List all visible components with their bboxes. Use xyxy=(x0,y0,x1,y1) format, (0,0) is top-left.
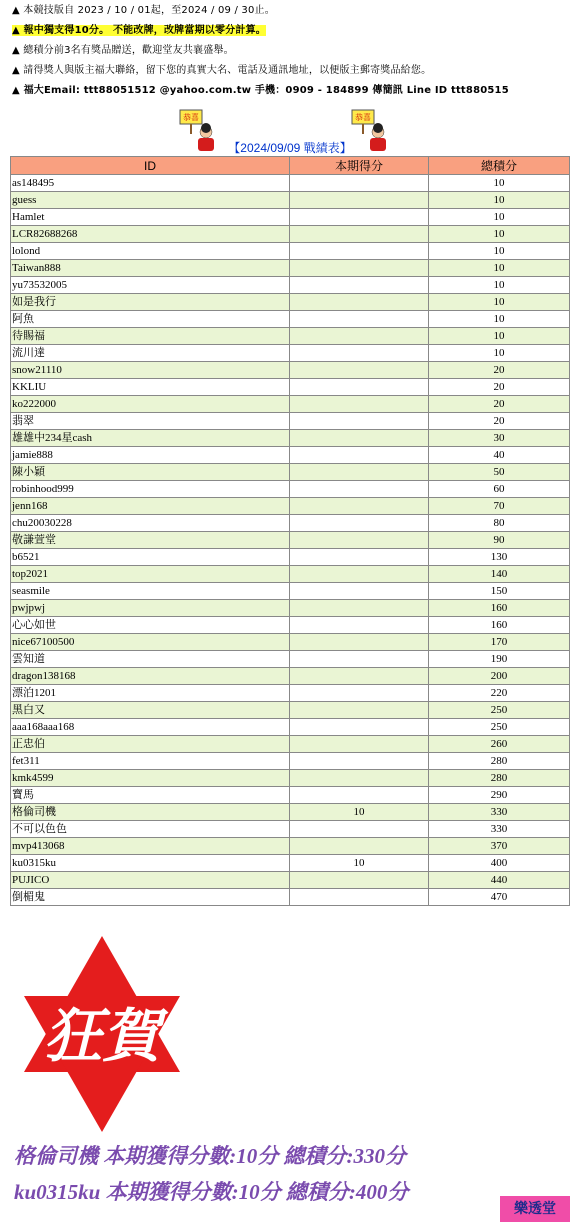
row-id: 正忠伯 xyxy=(11,736,290,753)
row-period-score xyxy=(290,243,429,260)
row-period-score xyxy=(290,685,429,702)
row-id: chu20030228 xyxy=(11,515,290,532)
row-period-score xyxy=(290,532,429,549)
table-row xyxy=(11,430,570,447)
row-id: 雲知道 xyxy=(11,651,290,668)
row-id: mvp413068 xyxy=(11,838,290,855)
row-total-score: 30 xyxy=(429,430,570,447)
row-id: lolond xyxy=(11,243,290,260)
row-period-score xyxy=(290,396,429,413)
table-row xyxy=(11,804,570,821)
row-period-score xyxy=(290,294,429,311)
notice-5: ▲ 福大Email: ttt88051512 @yahoo.com.tw 手機：0909 - 184899 傳簡訊 Line ID ttt880515 xyxy=(12,85,509,96)
row-period-score xyxy=(290,821,429,838)
row-period-score xyxy=(290,600,429,617)
row-period-score xyxy=(290,447,429,464)
row-id: jamie888 xyxy=(11,447,290,464)
row-total-score: 220 xyxy=(429,685,570,702)
row-period-score xyxy=(290,345,429,362)
row-id: as148495 xyxy=(11,175,290,192)
row-id: 敬謙萱堂 xyxy=(11,532,290,549)
row-period-score xyxy=(290,668,429,685)
row-total-score: 10 xyxy=(429,192,570,209)
row-total-score: 40 xyxy=(429,447,570,464)
row-id: 陳小穎 xyxy=(11,464,290,481)
table-row xyxy=(11,345,570,362)
table-row xyxy=(11,753,570,770)
row-period-score xyxy=(290,617,429,634)
table-row xyxy=(11,464,570,481)
table-row xyxy=(11,668,570,685)
table-row xyxy=(11,651,570,668)
row-id: Hamlet xyxy=(11,209,290,226)
row-total-score: 160 xyxy=(429,617,570,634)
table-row xyxy=(11,889,570,906)
table-row xyxy=(11,583,570,600)
row-period-score xyxy=(290,634,429,651)
row-total-score: 10 xyxy=(429,311,570,328)
table-row xyxy=(11,192,570,209)
row-period-score xyxy=(290,838,429,855)
notice-4: ▲ 請得獎人與版主福大聯絡，留下您的真實大名、電話及通訊地址，以便版主郵寄獎品給您。 xyxy=(12,65,432,76)
row-id: 心心如世 xyxy=(11,617,290,634)
table-row xyxy=(11,226,570,243)
announcement-2: ku0315ku 本期獲得分數:10分 總積分:400分 xyxy=(14,1180,409,1204)
row-id: 格倫司機 xyxy=(11,804,290,821)
row-total-score: 10 xyxy=(429,243,570,260)
row-id: Taiwan888 xyxy=(11,260,290,277)
row-total-score: 10 xyxy=(429,260,570,277)
table-row xyxy=(11,702,570,719)
row-period-score xyxy=(290,770,429,787)
score-table xyxy=(10,156,570,906)
table-row xyxy=(11,736,570,753)
row-period-score xyxy=(290,651,429,668)
header-period-score: 本期得分 xyxy=(290,157,429,175)
row-id: ku0315ku xyxy=(11,855,290,872)
notice-1: ▲ 本競技版自 2023 / 10 / 01起，至2024 / 09 / 30止。 xyxy=(12,5,275,16)
row-total-score: 70 xyxy=(429,498,570,515)
row-total-score: 370 xyxy=(429,838,570,855)
row-total-score: 470 xyxy=(429,889,570,906)
mascot-sign-text: 恭喜 xyxy=(183,113,199,122)
row-total-score: 290 xyxy=(429,787,570,804)
row-total-score: 10 xyxy=(429,175,570,192)
table-title: 【2024/09/09 戰績表】 xyxy=(228,141,352,155)
row-id: jenn168 xyxy=(11,498,290,515)
row-period-score xyxy=(290,736,429,753)
row-total-score: 160 xyxy=(429,600,570,617)
row-total-score: 10 xyxy=(429,209,570,226)
score-table-body xyxy=(11,175,570,906)
row-id: dragon138168 xyxy=(11,668,290,685)
table-row xyxy=(11,787,570,804)
row-period-score xyxy=(290,753,429,770)
row-id: 不可以色色 xyxy=(11,821,290,838)
row-period-score xyxy=(290,311,429,328)
row-id: pwjpwj xyxy=(11,600,290,617)
row-id: 流川達 xyxy=(11,345,290,362)
row-total-score: 20 xyxy=(429,396,570,413)
row-period-score xyxy=(290,549,429,566)
row-id: 雄雄中234星cash xyxy=(11,430,290,447)
table-row xyxy=(11,175,570,192)
table-row xyxy=(11,311,570,328)
table-row xyxy=(11,719,570,736)
table-row xyxy=(11,549,570,566)
row-period-score xyxy=(290,583,429,600)
table-header-row xyxy=(11,157,570,175)
row-period-score xyxy=(290,566,429,583)
row-period-score xyxy=(290,464,429,481)
notice-2: ▲ 報中獨支得10分。 不能改牌，改牌當期以零分計算。 xyxy=(12,25,266,36)
table-row xyxy=(11,532,570,549)
mascot-sign-text: 恭喜 xyxy=(355,113,371,122)
table-row xyxy=(11,379,570,396)
row-id: 翡翠 xyxy=(11,413,290,430)
table-row xyxy=(11,515,570,532)
row-id: kmk4599 xyxy=(11,770,290,787)
table-row xyxy=(11,260,570,277)
row-total-score: 330 xyxy=(429,821,570,838)
row-period-score xyxy=(290,192,429,209)
table-row xyxy=(11,872,570,889)
header-id: ID xyxy=(11,157,290,175)
table-row xyxy=(11,294,570,311)
row-total-score: 60 xyxy=(429,481,570,498)
row-id: aaa168aaa168 xyxy=(11,719,290,736)
notice-list xyxy=(12,4,572,104)
row-id: 待賜福 xyxy=(11,328,290,345)
row-total-score: 50 xyxy=(429,464,570,481)
row-period-score xyxy=(290,430,429,447)
row-id: 如是我行 xyxy=(11,294,290,311)
row-total-score: 20 xyxy=(429,413,570,430)
row-id: seasmile xyxy=(11,583,290,600)
table-row xyxy=(11,447,570,464)
row-id: yu73532005 xyxy=(11,277,290,294)
row-total-score: 200 xyxy=(429,668,570,685)
table-row xyxy=(11,617,570,634)
row-period-score xyxy=(290,481,429,498)
row-period-score xyxy=(290,702,429,719)
row-total-score: 190 xyxy=(429,651,570,668)
row-period-score xyxy=(290,328,429,345)
row-id: nice67100500 xyxy=(11,634,290,651)
table-row xyxy=(11,821,570,838)
row-total-score: 90 xyxy=(429,532,570,549)
row-id: robinhood999 xyxy=(11,481,290,498)
announcement-1: 格倫司機 本期獲得分數:10分 總積分:330分 xyxy=(14,1144,406,1168)
row-period-score xyxy=(290,889,429,906)
row-total-score: 10 xyxy=(429,294,570,311)
table-row xyxy=(11,855,570,872)
header-total-score: 總積分 xyxy=(429,157,570,175)
table-row xyxy=(11,481,570,498)
row-period-score xyxy=(290,787,429,804)
site-badge[interactable]: 樂透堂 xyxy=(500,1196,570,1222)
row-total-score: 280 xyxy=(429,753,570,770)
row-id: 阿魚 xyxy=(11,311,290,328)
row-total-score: 260 xyxy=(429,736,570,753)
row-id: ko222000 xyxy=(11,396,290,413)
row-total-score: 280 xyxy=(429,770,570,787)
table-row xyxy=(11,685,570,702)
row-id: LCR82688268 xyxy=(11,226,290,243)
row-id: 黑白又 xyxy=(11,702,290,719)
row-total-score: 250 xyxy=(429,702,570,719)
row-period-score xyxy=(290,719,429,736)
row-total-score: 130 xyxy=(429,549,570,566)
row-period-score xyxy=(290,379,429,396)
table-row xyxy=(11,277,570,294)
row-total-score: 10 xyxy=(429,277,570,294)
celebration-star-icon xyxy=(12,936,192,1132)
row-total-score: 150 xyxy=(429,583,570,600)
table-row xyxy=(11,243,570,260)
row-id: guess xyxy=(11,192,290,209)
row-total-score: 10 xyxy=(429,328,570,345)
row-period-score xyxy=(290,362,429,379)
row-total-score: 440 xyxy=(429,872,570,889)
row-total-score: 330 xyxy=(429,804,570,821)
table-row xyxy=(11,838,570,855)
row-total-score: 20 xyxy=(429,362,570,379)
row-period-score: 10 xyxy=(290,804,429,821)
row-total-score: 20 xyxy=(429,379,570,396)
table-row xyxy=(11,600,570,617)
notice-3: ▲ 總積分前3名有獎品贈送，歡迎堂友共襄盛舉。 xyxy=(12,45,234,56)
row-period-score xyxy=(290,226,429,243)
row-id: fet311 xyxy=(11,753,290,770)
row-period-score xyxy=(290,413,429,430)
table-row xyxy=(11,396,570,413)
row-total-score: 10 xyxy=(429,345,570,362)
table-row xyxy=(11,209,570,226)
row-period-score xyxy=(290,515,429,532)
table-row xyxy=(11,634,570,651)
row-id: snow21110 xyxy=(11,362,290,379)
row-id: top2021 xyxy=(11,566,290,583)
table-row xyxy=(11,770,570,787)
row-id: KKLIU xyxy=(11,379,290,396)
table-row xyxy=(11,566,570,583)
row-period-score xyxy=(290,175,429,192)
row-total-score: 170 xyxy=(429,634,570,651)
star-text: 狂賀 xyxy=(43,1002,161,1070)
table-row xyxy=(11,413,570,430)
row-period-score xyxy=(290,498,429,515)
row-id: 漂泊1201 xyxy=(11,685,290,702)
row-id: 寶馬 xyxy=(11,787,290,804)
row-period-score xyxy=(290,277,429,294)
row-id: PUJICO xyxy=(11,872,290,889)
row-total-score: 140 xyxy=(429,566,570,583)
row-period-score: 10 xyxy=(290,855,429,872)
row-period-score xyxy=(290,260,429,277)
row-id: 倒楣鬼 xyxy=(11,889,290,906)
row-total-score: 400 xyxy=(429,855,570,872)
row-total-score: 80 xyxy=(429,515,570,532)
row-period-score xyxy=(290,209,429,226)
row-total-score: 250 xyxy=(429,719,570,736)
row-total-score: 10 xyxy=(429,226,570,243)
table-row xyxy=(11,498,570,515)
row-id: b6521 xyxy=(11,549,290,566)
row-period-score xyxy=(290,872,429,889)
table-row xyxy=(11,328,570,345)
table-row xyxy=(11,362,570,379)
